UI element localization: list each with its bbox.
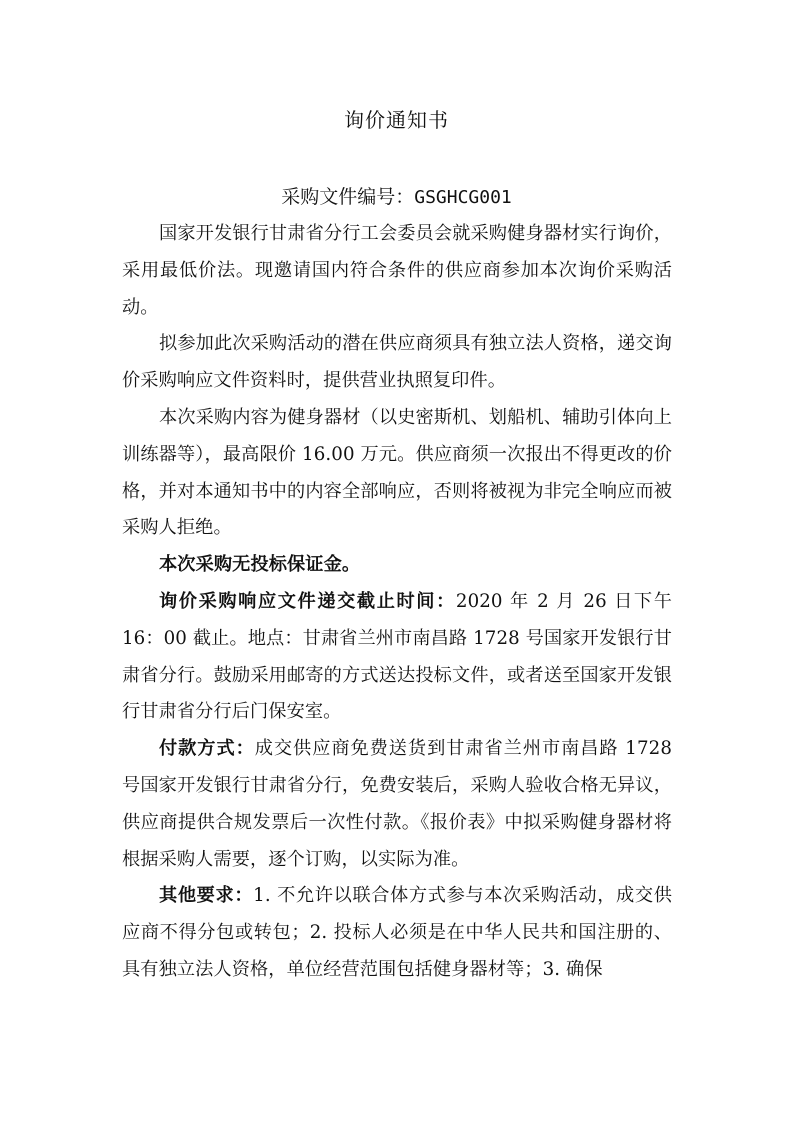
deadline-heading: 询价采购响应文件递交截止时间： <box>159 590 456 612</box>
paragraph-payment <box>122 731 672 878</box>
document-body <box>122 216 672 989</box>
paragraph-intro-text: 国家开发银行甘肃省分行工会委员会就采购健身器材实行询价，采用最低价法。现邀请国内符合条件的供应商参加本次询价采购活动。 <box>122 223 672 318</box>
paragraph-deadline <box>122 584 672 731</box>
paragraph-qualification <box>122 326 672 400</box>
other-heading: 其他要求： <box>159 885 254 907</box>
deposit-statement: 本次采购无投标保证金。 <box>159 554 361 576</box>
paragraph-content-text: 本次采购内容为健身器材（以史密斯机、划船机、辅助引体向上训练器等），最高限价 16.00 万元。供应商须一次报出不得更改的价格，并对本通知书中的内容全部响应，否则将被视为非完全响应而被采购人拒绝。 <box>122 406 672 539</box>
deadline-text: 2020 年 2 月 26 日下午 16：00 截止。地点：甘肃省兰州市南昌路 1728 号国家开发银行甘肃省分行。鼓励采用邮寄的方式送达投标文件，或者送至国家开发银行甘肃省分行后门保安室。 <box>122 590 672 723</box>
doc-number-label: 采购文件编号： <box>281 186 415 208</box>
paragraph-content <box>122 400 672 547</box>
document-title: 询价通知书 <box>344 108 449 132</box>
paragraph-other <box>122 878 672 988</box>
paragraph-intro <box>122 216 672 326</box>
paragraph-qualification-text: 拟参加此次采购活动的潜在供应商须具有独立法人资格，递交询价采购响应文件资料时，提供营业执照复印件。 <box>122 333 672 392</box>
other-text: 1. 不允许以联合体方式参与本次采购活动，成交供应商不得分包或转包；2. 投标人必须是在中华人民共和国注册的、具有独立法人资格，单位经营范围包括健身器材等；3. 确保 <box>122 885 672 980</box>
doc-number-line <box>0 182 793 209</box>
doc-number: GSGHCG001 <box>414 187 512 208</box>
paragraph-deposit <box>122 547 672 584</box>
payment-heading: 付款方式： <box>159 738 255 760</box>
payment-text: 成交供应商免费送货到甘肃省兰州市南昌路 1728 号国家开发银行甘肃省分行，免费安装后，采购人验收合格无异议，供应商提供合规发票后一次性付款。《报价表》中拟采购健身器材将根据采购人需要，逐个订购，以实际为准。 <box>122 738 672 870</box>
